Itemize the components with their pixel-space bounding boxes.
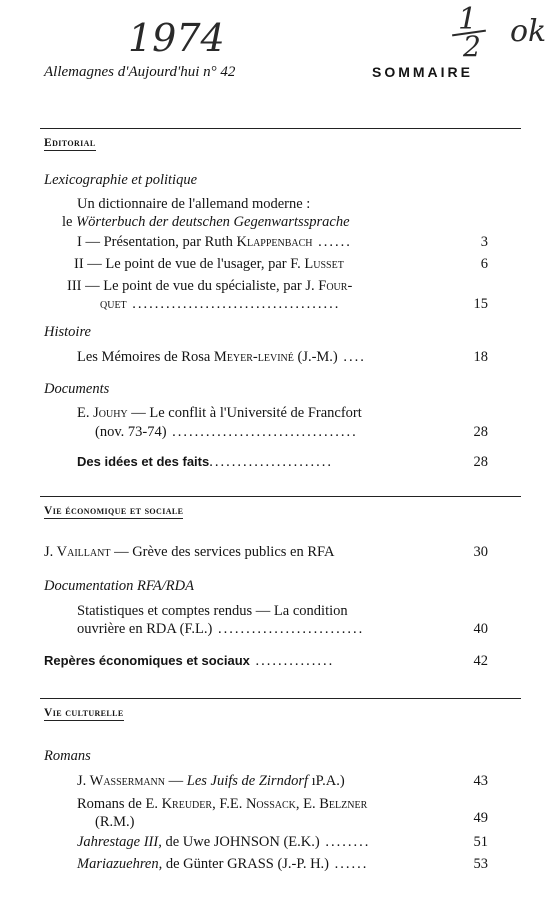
page-number: 42 [473, 653, 488, 669]
page-number: 28 [473, 424, 488, 440]
entry-suffix: (J.-M.) [293, 349, 338, 365]
page-number: 40 [473, 621, 488, 637]
entry-text: ouvrière en RDA (F.L.) [77, 621, 213, 637]
entry-title: Mariazuehren, [77, 856, 163, 872]
leader-dots: .... [337, 349, 366, 365]
toc-entry-romans-kreuder-cont: (R.M.) [95, 814, 135, 830]
leader-dots: ........ [319, 834, 371, 850]
toc-entry-idees [77, 454, 333, 471]
page-number: 18 [473, 349, 488, 365]
entry-text: Les Mémoires de Rosa [77, 349, 214, 365]
leader-dots: .......................... [212, 621, 365, 637]
entry-text: II — Le point de vue de l'usager, par F. [74, 256, 305, 272]
entry-text: I — Présentation, par Ruth [77, 234, 237, 250]
page-number: 43 [473, 773, 488, 789]
handwritten-fraction-numerator: 1 [458, 2, 478, 37]
toc-entry-reperes [44, 653, 334, 670]
section-heading-vie-culturelle: Vie culturelle [44, 707, 124, 719]
entry-dash: — [165, 773, 187, 789]
entry-text: Des idées et des faits [77, 454, 210, 469]
subsection-histoire: Histoire [44, 324, 91, 340]
toc-entry-greve [44, 544, 334, 561]
page-number: 49 [473, 810, 488, 826]
entry-author: Four- [318, 278, 353, 294]
leader-dots: ................................. [166, 424, 358, 440]
toc-entry-memoires [77, 349, 366, 366]
entry-text: de Günter GRASS (J.-P. H.) [162, 856, 329, 872]
leader-dots: ...... [312, 234, 352, 250]
entry-author: Belzner [319, 796, 368, 812]
toc-entry-specialiste-cont [100, 296, 340, 313]
entry-title: Jahrestage III, [77, 834, 162, 850]
toc-entry-mariazuehren [77, 856, 368, 873]
handwritten-fraction-denominator: 2 [463, 30, 481, 63]
intro-line-2-prefix: le [62, 214, 77, 230]
entry-title: Les Juifs de Zirndorf [186, 773, 308, 789]
leader-dots: ...... [329, 856, 369, 872]
page-number: 3 [480, 234, 488, 250]
subsection-romans: Romans [44, 748, 91, 764]
journal-title: Allemagnes d'Aujourd'hui n° 42 [44, 64, 236, 80]
page-number: 15 [473, 296, 488, 312]
entry-text: III — Le point de vue du spécialiste, par J. [67, 278, 319, 294]
subsection-documentation: Documentation RFA/RDA [44, 578, 194, 594]
entry-text: , E. [295, 796, 320, 812]
entry-text: de Uwe JOHNSON (E.K.) [161, 834, 320, 850]
entry-author: Meyer-leviné [213, 349, 294, 365]
toc-entry-romans-kreuder [77, 796, 367, 813]
entry-text: — Grève des services publics en RFA [110, 544, 335, 560]
intro-line-2-title: Wörterbuch der deutschen Gegenwartssprache [76, 214, 350, 230]
handwritten-year: 1974 [128, 16, 225, 60]
entry-text: , F.E. [212, 796, 246, 812]
entry-author-cont: quet [100, 296, 127, 312]
subsection-documents: Documents [44, 381, 110, 397]
page-number: 53 [473, 856, 488, 872]
entry-author: Klappenbach [236, 234, 313, 250]
section-rule [40, 128, 521, 129]
handwritten-ok: ok [510, 14, 547, 49]
entry-text: Romans de E. [77, 796, 162, 812]
toc-entry-statistiques-cont [77, 621, 364, 638]
intro-line-1: Un dictionnaire de l'allemand moderne : [77, 196, 311, 212]
toc-entry-jahrestage [77, 834, 370, 851]
toc-entry-conflit-cont [95, 424, 358, 441]
page-number: 51 [473, 834, 488, 850]
section-heading-vie-economique: Vie économique et sociale [44, 505, 184, 517]
entry-suffix: ıP.A.) [308, 773, 345, 789]
entry-text: Repères économiques et sociaux [44, 653, 250, 668]
entry-author: J. Wassermann [77, 773, 165, 789]
toc-entry-usager [74, 256, 344, 273]
page-number: 28 [473, 454, 488, 470]
sommaire-heading: SOMMAIRE [372, 64, 473, 80]
entry-author: J. Vaillant [44, 544, 111, 560]
entry-text: — Le conflit à l'Université de Francfort [127, 405, 362, 421]
entry-author: E. Jouhy [77, 405, 128, 421]
toc-entry-wassermann [77, 773, 345, 790]
leader-dots: .............. [249, 653, 335, 669]
page-number: 30 [473, 544, 488, 560]
page-number: 6 [480, 256, 488, 272]
section-heading-editorial: Editorial [44, 137, 96, 149]
intro-line-2 [62, 214, 350, 231]
toc-entry-conflit [77, 405, 362, 422]
leader-dots: ...................... [209, 454, 333, 470]
toc-entry-presentation [77, 234, 352, 251]
section-rule [40, 496, 521, 497]
subsection-lexicographie: Lexicographie et politique [44, 172, 198, 188]
toc-entry-specialiste [67, 278, 352, 295]
entry-author: Nossack [245, 796, 296, 812]
entry-text: (nov. 73-74) [95, 424, 167, 440]
entry-author: Lusset [304, 256, 344, 272]
section-rule [40, 698, 521, 699]
leader-dots: ..................................... [126, 296, 341, 312]
toc-entry-statistiques: Statistiques et comptes rendus — La condition [77, 603, 348, 619]
entry-author: Kreuder [161, 796, 213, 812]
